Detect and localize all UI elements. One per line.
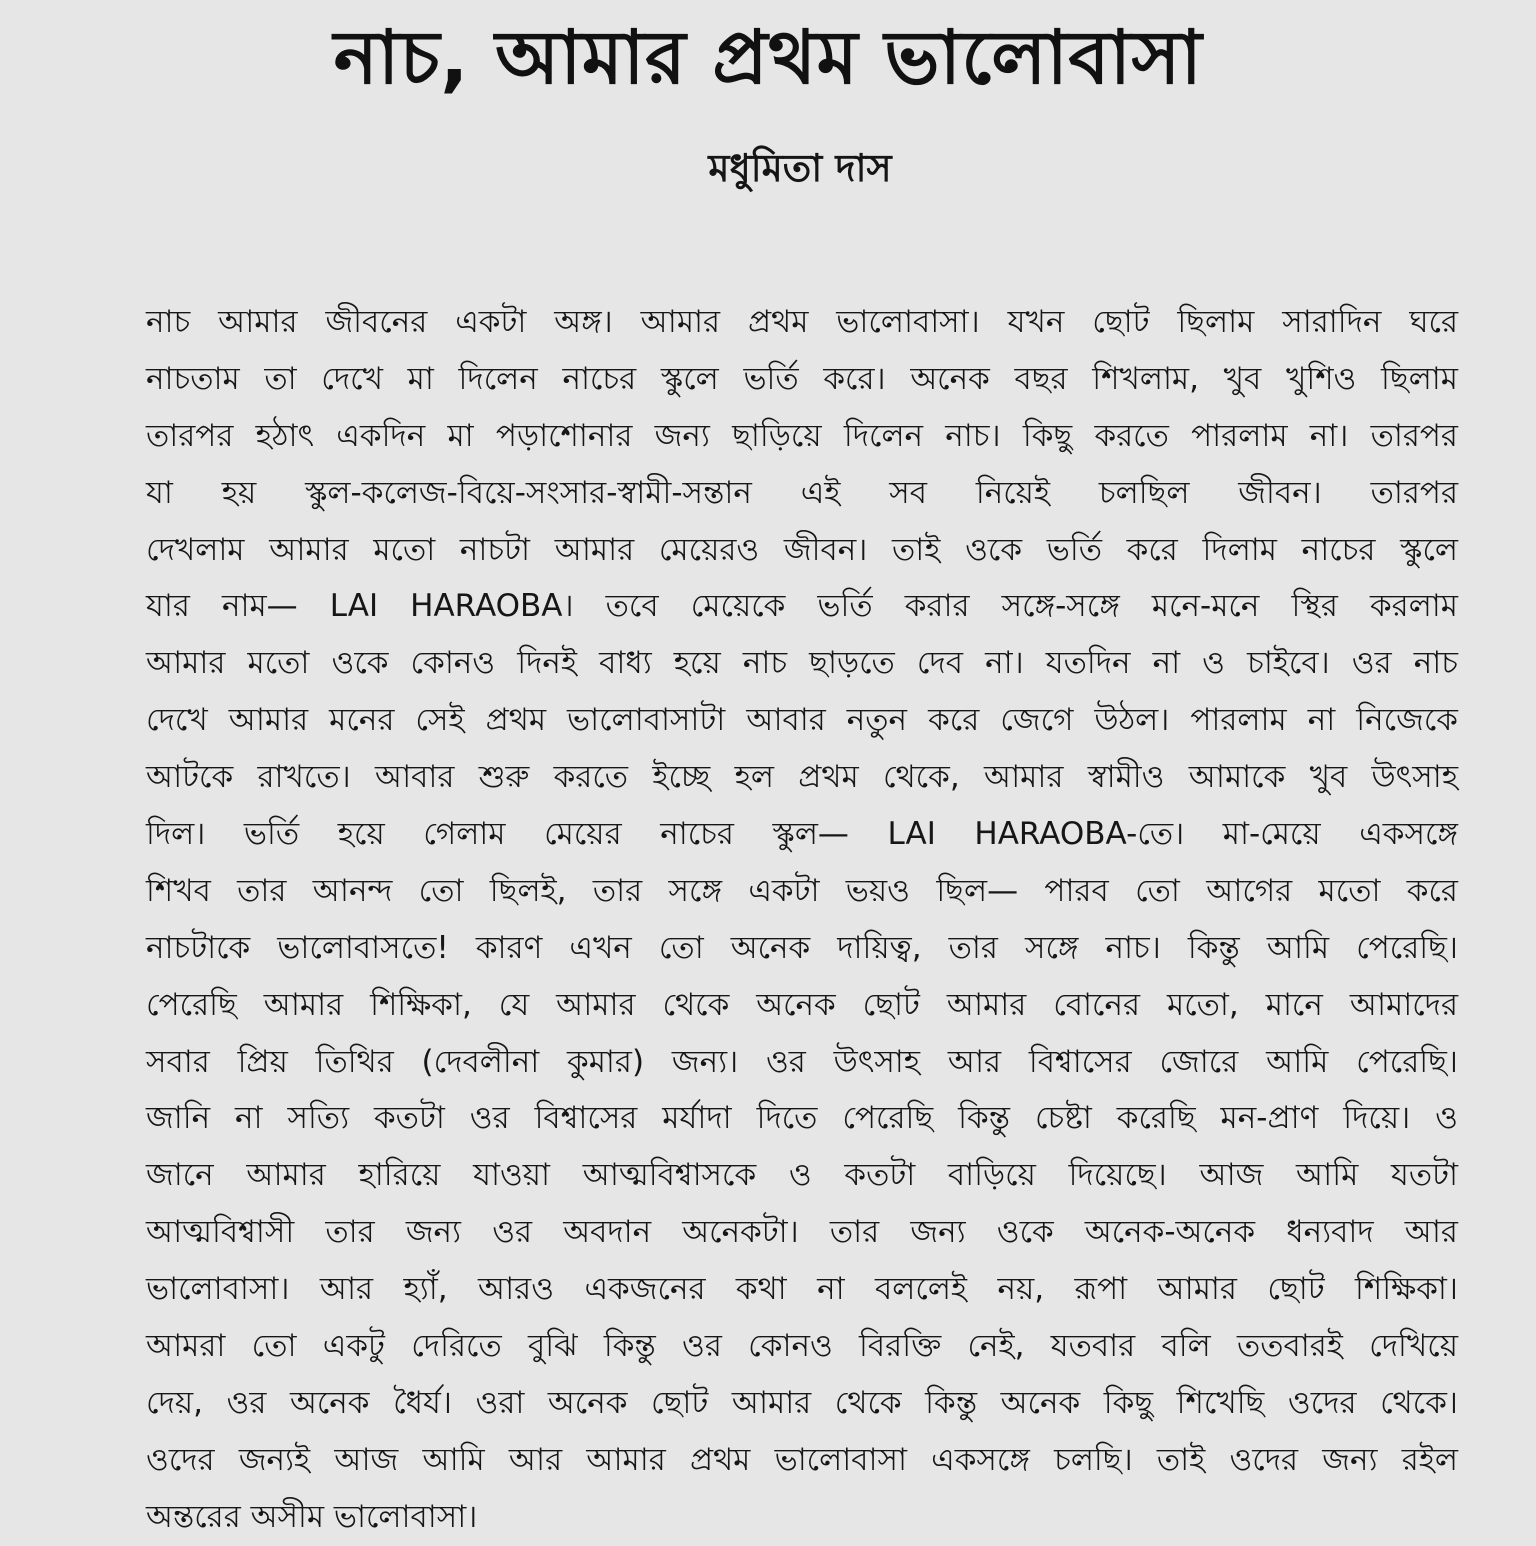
article-body xyxy=(146,294,1458,1546)
article-title: নাচ, আমার প্রথম ভালোবাসা xyxy=(333,15,1203,101)
body-line: যা হয় স্কুল-কলেজ-বিয়ে-সংসার-স্বামী-সন্তান এই সব নিয়েই চলছিল জীবন। তারপর xyxy=(146,474,1458,511)
body-line: তারপর হঠাৎ একদিন মা পড়াশোনার জন্য ছাড়িয়ে দিলেন নাচ। কিছু করতে পারলাম না। তারপর xyxy=(146,417,1458,454)
body-line: আত্মবিশ্বাসী তার জন্য ওর অবদান অনেকটা। তার জন্য ওকে অনেক-অনেক ধন্যবাদ আর xyxy=(146,1214,1458,1251)
body-line-last: অন্তরের অসীম ভালোবাসা। xyxy=(146,1498,478,1535)
body-line: সবার প্রিয় তিথির (দেবলীনা কুমার) জন্য। ওর উৎসাহ আর বিশ্বাসের জোরে আমি পেরেছি। xyxy=(146,1043,1458,1080)
author-name: মধুমিতা দাস xyxy=(708,146,892,190)
body-line: দেখলাম আমার মতো নাচটা আমার মেয়েরও জীবন। তাই ওকে ভর্তি করে দিলাম নাচের স্কুলে xyxy=(146,531,1458,568)
body-line: দিল। ভর্তি হয়ে গেলাম মেয়ের নাচের স্কুল— LAI HARAOBA-তে। মা-মেয়ে একসঙ্গে xyxy=(146,816,1458,853)
body-line: শিখব তার আনন্দ তো ছিলই, তার সঙ্গে একটা ভয়ও ছিল— পারব তো আগের মতো করে xyxy=(146,872,1458,909)
body-line: আমার মতো ওকে কোনও দিনই বাধ্য হয়ে নাচ ছাড়তে দেব না। যতদিন না ও চাইবে। ওর নাচ xyxy=(146,645,1458,682)
body-line: আমরা তো একটু দেরিতে বুঝি কিন্তু ওর কোনও বিরক্তি নেই, যতবার বলি ততবারই দেখিয়ে xyxy=(146,1328,1458,1365)
body-line: নাচতাম তা দেখে মা দিলেন নাচের স্কুলে ভর্তি করে। অনেক বছর শিখলাম, খুব খুশিও ছিলাম xyxy=(146,360,1458,397)
body-line: পেরেছি আমার শিক্ষিকা, যে আমার থেকে অনেক ছোট আমার বোনের মতো, মানে আমাদের xyxy=(146,986,1458,1023)
body-line: আটকে রাখতে। আবার শুরু করতে ইচ্ছে হল প্রথম থেকে, আমার স্বামীও আমাকে খুব উৎসাহ xyxy=(146,759,1458,796)
body-line: দেয়, ওর অনেক ধৈর্য। ওরা অনেক ছোট আমার থেকে কিন্তু অনেক কিছু শিখেছি ওদের থেকে। xyxy=(146,1384,1458,1421)
body-line: দেখে আমার মনের সেই প্রথম ভালোবাসাটা আবার নতুন করে জেগে উঠল। পারলাম না নিজেকে xyxy=(146,702,1458,739)
body-line: জানি না সত্যি কতটা ওর বিশ্বাসের মর্যাদা দিতে পেরেছি কিন্তু চেষ্টা করেছি মন-প্রাণ দিয়ে। ও xyxy=(146,1100,1458,1137)
body-line: নাচ আমার জীবনের একটা অঙ্গ। আমার প্রথম ভালোবাসা। যখন ছোট ছিলাম সারাদিন ঘরে xyxy=(146,304,1458,340)
body-line: ভালোবাসা। আর হ্যাঁ, আরও একজনের কথা না বললেই নয়, রূপা আমার ছোট শিক্ষিকা। xyxy=(146,1271,1458,1308)
body-line: যার নাম— LAI HARAOBA। তবে মেয়েকে ভর্তি করার সঙ্গে-সঙ্গে মনে-মনে স্থির করলাম xyxy=(146,588,1458,625)
body-line: জানে আমার হারিয়ে যাওয়া আত্মবিশ্বাসকে ও কতটা বাড়িয়ে দিয়েছে। আজ আমি যতটা xyxy=(146,1157,1458,1194)
body-line: ওদের জন্যই আজ আমি আর আমার প্রথম ভালোবাসা একসঙ্গে চলছি। তাই ওদের জন্য রইল xyxy=(146,1441,1458,1478)
body-line: নাচটাকে ভালোবাসতে! কারণ এখন তো অনেক দায়িত্ব, তার সঙ্গে নাচ। কিন্তু আমি পেরেছি। xyxy=(146,929,1458,966)
